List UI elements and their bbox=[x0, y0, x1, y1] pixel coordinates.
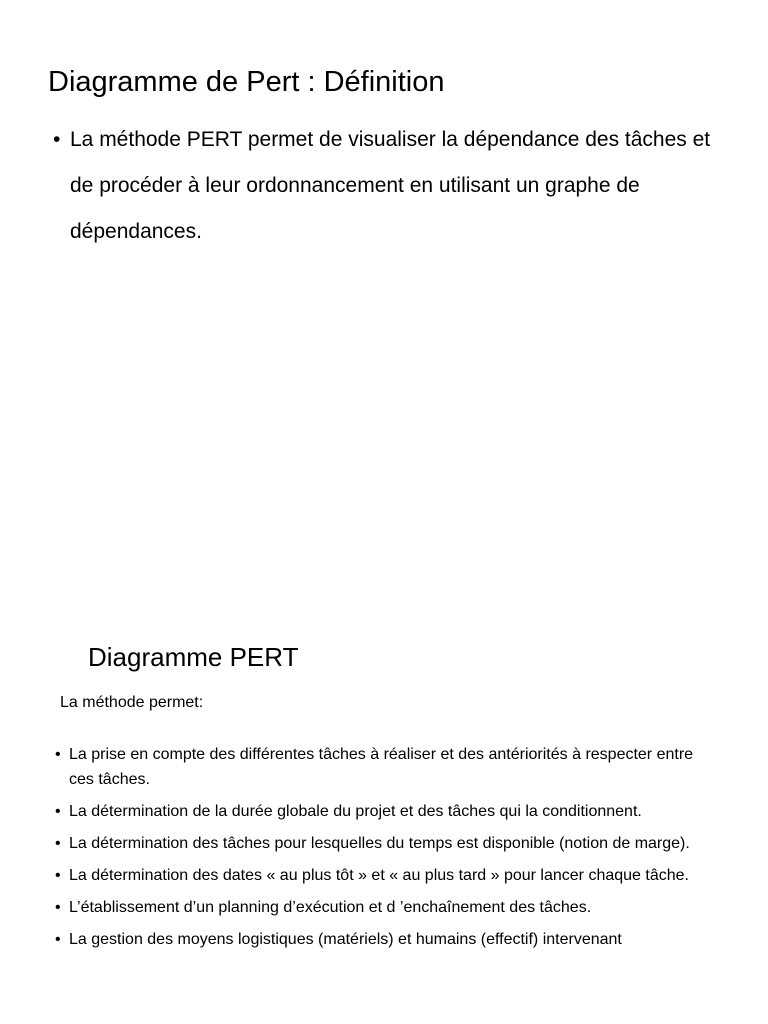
bullet-dot-icon: • bbox=[55, 803, 61, 820]
bullet-list bbox=[53, 117, 733, 255]
bullet-text: La méthode PERT permet de visualiser la dépendance des tâches et de procéder à leur ordonnancement en utilisant un graphe de dépendances. bbox=[70, 128, 711, 243]
slide-title: Diagramme PERT bbox=[88, 642, 299, 672]
bullet-item bbox=[55, 895, 715, 920]
bullet-text: L’établissement d’un planning d’exécution et d ’enchaînement des tâches. bbox=[69, 899, 592, 916]
bullet-text: La détermination de la durée globale du projet et des tâches qui la conditionnent. bbox=[69, 803, 642, 820]
bullet-text: La détermination des dates « au plus tôt » et « au plus tard » pour lancer chaque tâche. bbox=[69, 867, 689, 884]
bullet-dot-icon: • bbox=[55, 746, 61, 763]
intro-text: La méthode permet: bbox=[60, 694, 204, 711]
bullet-item bbox=[53, 117, 733, 255]
bullet-text: La gestion des moyens logistiques (matériels) et humains (effectif) intervenant bbox=[69, 931, 622, 948]
bullet-item bbox=[55, 799, 715, 824]
bullet-dot-icon: • bbox=[55, 931, 61, 948]
bullet-dot-icon: • bbox=[55, 899, 61, 916]
bullet-dot-icon: • bbox=[55, 867, 61, 884]
bullet-item bbox=[55, 863, 715, 888]
bullet-item bbox=[55, 742, 715, 792]
bullet-text: La détermination des tâches pour lesquelles du temps est disponible (notion de marge). bbox=[69, 835, 690, 852]
bullet-dot-icon: • bbox=[55, 835, 61, 852]
bullet-item bbox=[55, 831, 715, 856]
slide-title: Diagramme de Pert : Définition bbox=[48, 66, 445, 98]
bullet-text: La prise en compte des différentes tâches à réaliser et des antériorités à respecter entre ces tâches. bbox=[69, 746, 694, 788]
bullet-dot-icon: • bbox=[53, 128, 61, 151]
bullet-list bbox=[55, 742, 715, 959]
bullet-item bbox=[55, 927, 715, 952]
slide-pert-methods bbox=[0, 600, 768, 1024]
